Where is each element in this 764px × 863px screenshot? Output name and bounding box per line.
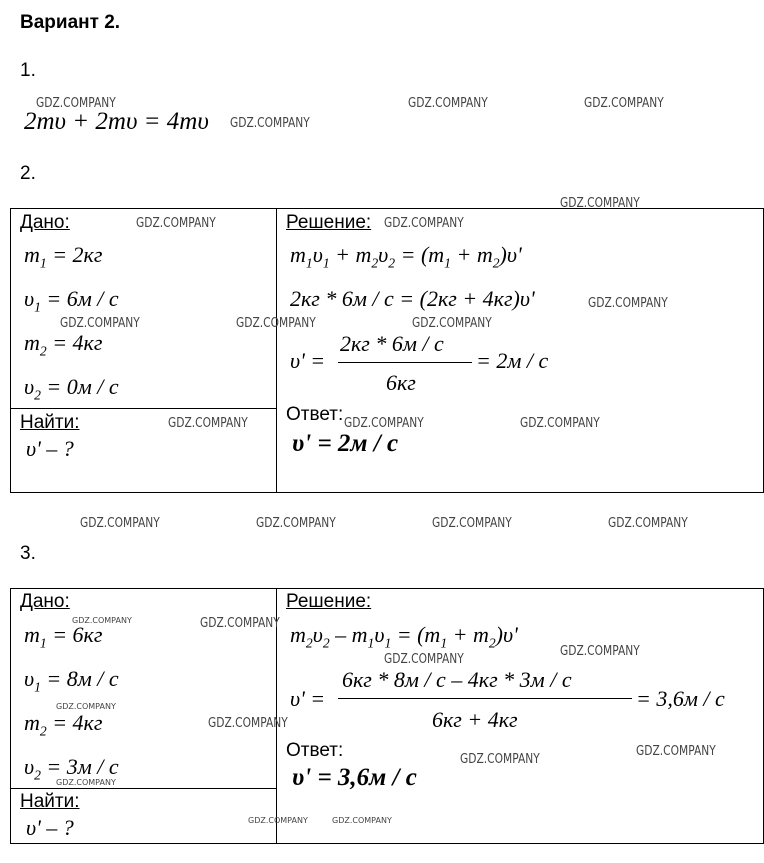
- watermark: GDZ.COMPANY: [460, 752, 540, 767]
- watermark: GDZ.COMPANY: [608, 516, 688, 531]
- task3-find-label: Найти:: [20, 791, 80, 812]
- task2-eq3-denominator: 6кг: [386, 370, 416, 395]
- watermark: GDZ.COMPANY: [408, 96, 488, 111]
- task3-eq2-rhs: = 3,6м / с: [636, 686, 725, 711]
- task3-find-divider: [10, 788, 277, 789]
- watermark: GDZ.COMPANY: [332, 816, 392, 825]
- watermark: GDZ.COMPANY: [412, 316, 492, 331]
- task2-eq3-rhs: = 2м / с: [476, 348, 549, 373]
- task3-given-m1: $m_1 = 6кг$: [24, 622, 103, 651]
- task3-number: 3.: [20, 543, 36, 564]
- watermark: GDZ.COMPANY: [136, 216, 216, 231]
- task2-divider: [276, 208, 277, 493]
- watermark: GDZ.COMPANY: [588, 296, 668, 311]
- task3-fraction-bar: [338, 698, 632, 699]
- watermark: GDZ.COMPANY: [344, 416, 424, 431]
- task2-fraction-bar: [338, 362, 472, 363]
- task3-answer: υ' = 3,6м / с: [292, 764, 417, 791]
- task3-eq2-numerator: 6кг * 8м / с – 4кг * 3м / с: [342, 667, 572, 692]
- task3-eq1: $m_2\upsilon_2 - m_1\upsilon_1 = (m_1 + m_2)\upsilon'$: [290, 622, 518, 651]
- task2-given-v2: $\upsilon_2 = 0м / с$: [24, 374, 119, 403]
- task3-eq2-denominator: 6кг + 4кг: [432, 707, 518, 732]
- watermark: GDZ.COMPANY: [200, 616, 280, 631]
- task3-solution-label: Решение:: [286, 591, 372, 612]
- task1-number: 1.: [20, 60, 36, 81]
- task3-answer-label: Ответ:: [286, 740, 344, 761]
- watermark: GDZ.COMPANY: [560, 644, 640, 659]
- watermark: GDZ.COMPANY: [560, 196, 640, 211]
- task2-find-divider: [10, 408, 277, 409]
- task2-given-m2: $m_2 = 4кг$: [24, 330, 103, 359]
- watermark: GDZ.COMPANY: [80, 516, 160, 531]
- task3-given-v1: $\upsilon_1 = 8м / с$: [24, 666, 119, 695]
- watermark: GDZ.COMPANY: [168, 416, 248, 431]
- task2-answer-label: Ответ:: [286, 404, 344, 425]
- watermark: GDZ.COMPANY: [432, 516, 512, 531]
- watermark: GDZ.COMPANY: [584, 96, 664, 111]
- task2-eq2: 2кг * 6м / с = (2кг + 4кг)υ': [290, 286, 535, 311]
- task2-answer: υ' = 2м / с: [292, 430, 399, 457]
- task2-find-label: Найти:: [20, 412, 80, 433]
- watermark: GDZ.COMPANY: [520, 416, 600, 431]
- task2-eq1: $m_1\upsilon_1 + m_2\upsilon_2 = (m_1 + m_2)\upsilon'$: [290, 242, 522, 271]
- watermark: GDZ.COMPANY: [36, 96, 116, 111]
- watermark: GDZ.COMPANY: [256, 516, 336, 531]
- watermark: GDZ.COMPANY: [236, 316, 316, 331]
- task2-eq3-lhs: υ' =: [290, 348, 326, 373]
- task2-given-label: Дано:: [20, 212, 70, 233]
- watermark: GDZ.COMPANY: [248, 816, 308, 825]
- watermark: GDZ.COMPANY: [384, 216, 464, 231]
- task3-find: υ' – ?: [26, 815, 74, 840]
- watermark: GDZ.COMPANY: [60, 316, 140, 331]
- task3-given-label: Дано:: [20, 591, 70, 612]
- task1-equation: 2mυ + 2mυ = 4mυ: [24, 108, 209, 135]
- watermark: GDZ.COMPANY: [384, 652, 464, 667]
- watermark: GDZ.COMPANY: [636, 744, 716, 759]
- page-title: Вариант 2.: [20, 12, 121, 33]
- task2-number: 2.: [20, 163, 36, 184]
- task2-given-m1: $m_1 = 2кг$: [24, 242, 103, 271]
- watermark: GDZ.COMPANY: [208, 716, 288, 731]
- task2-solution-label: Решение:: [286, 212, 372, 233]
- watermark: GDZ.COMPANY: [56, 702, 116, 711]
- task2-eq3-numerator: 2кг * 6м / с: [340, 331, 444, 356]
- task2-find: υ' – ?: [26, 436, 74, 461]
- task3-eq2-lhs: υ' =: [290, 686, 326, 711]
- task3-given-v2: $\upsilon_2 = 3м / с$: [24, 754, 119, 783]
- task3-given-m2: $m_2 = 4кг$: [24, 710, 103, 739]
- watermark: GDZ.COMPANY: [230, 116, 310, 131]
- watermark: GDZ.COMPANY: [72, 616, 132, 625]
- task2-given-v1: $\upsilon_1 = 6м / с$: [24, 286, 119, 315]
- watermark: GDZ.COMPANY: [56, 778, 116, 787]
